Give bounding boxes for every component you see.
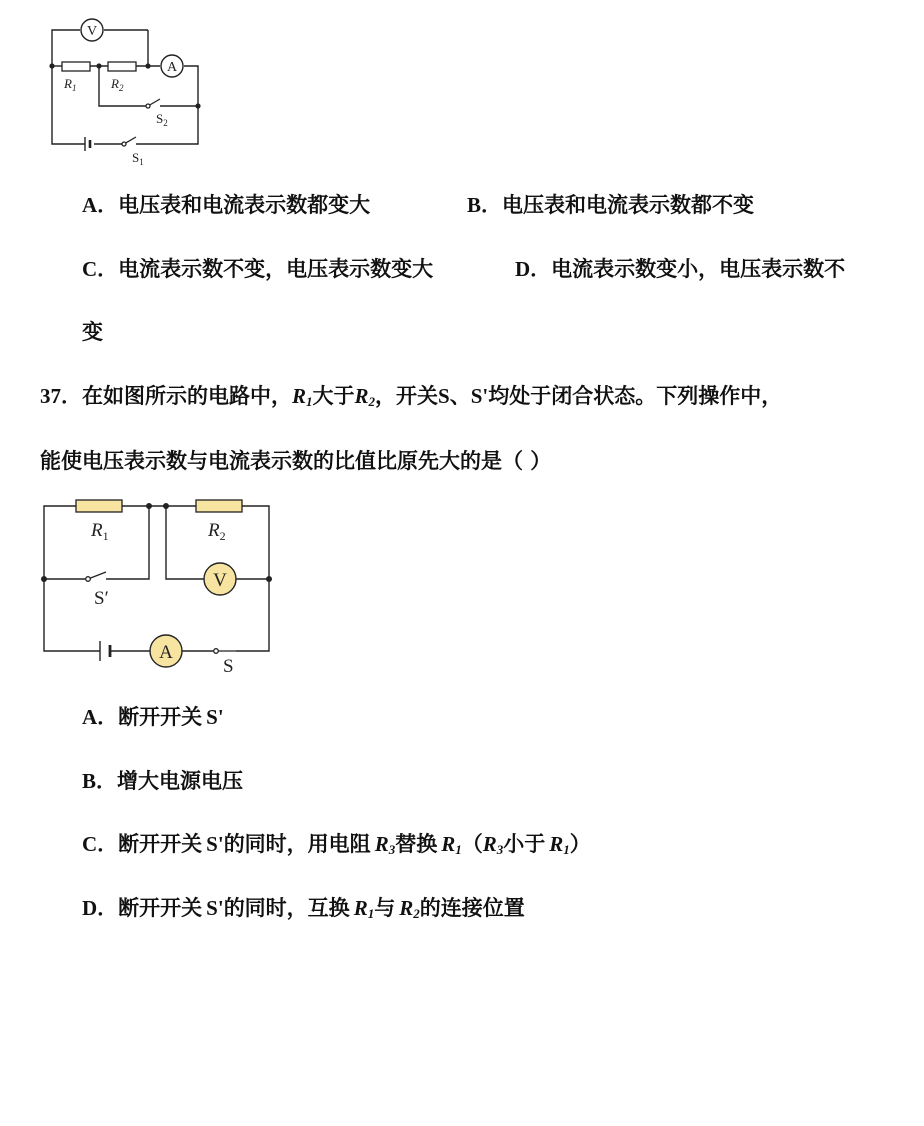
label-s2: $S_2$ [156,111,168,128]
q37-option-c-row[interactable]: C．断开开关 S'的同时，用电阻 $R_3$替换 $R_1(R_3$小于 $R_1$） [82,832,591,857]
question-37-stem-line1: 37．在如图所示的电路中，$R_1$大于$R_2$，开关S、S'均处于闭合状态。下列操作中， [40,384,783,409]
question-37-stem-line2: 能使电压表示数与电流表示数的比值比原先大的是（ ） [40,449,552,473]
ammeter-icon [161,55,183,77]
question-number: 37． [40,384,82,408]
svg-text:V: V [213,570,227,591]
switch-s2-icon [146,99,160,108]
label-r2: $R_2$ [208,520,226,543]
option-b-row[interactable] [467,190,754,220]
switch-s-icon [214,649,236,654]
option-d-letter: D． [515,257,552,281]
option-c-row[interactable] [82,254,433,284]
q37-option-d-row[interactable]: D．断开开关 S'的同时，互换 $R_1$与 $R_2$的连接位置 [82,896,525,921]
option-d-row[interactable] [515,254,845,284]
option-a-row[interactable] [82,190,370,220]
circuit-figure-1 [40,10,210,170]
option-b-letter: B． [467,193,503,217]
resistor-r2 [108,62,136,71]
option-b-text: 电压表和电流表示数都不变 [502,193,755,217]
option-a-letter: A． [82,193,119,217]
q37-option-a-row[interactable]: A．断开开关 S' [82,705,224,729]
switch-s-prime-icon [86,572,106,581]
svg-text:A: A [166,60,178,75]
voltmeter-icon [81,19,103,41]
label-r1: $R_1$ [64,76,77,93]
option-a-text: 电压表和电流表示数都变大 [118,193,371,217]
label-s1: $S_1$ [132,150,144,167]
option-d-text: 电流表示数变小，电压表示数不 [551,257,846,281]
option-d-continuation: 变 [82,320,103,344]
resistor-r1 [62,62,90,71]
label-s-prime: S′ [94,588,109,609]
q37-option-b-row[interactable]: B．增大电源电压 [82,769,244,793]
voltmeter-icon [204,563,236,595]
resistor-r1 [76,500,122,512]
switch-s1-icon [122,137,136,146]
svg-text:V: V [86,24,98,39]
svg-text:A: A [159,642,173,663]
option-c-text: 电流表示数不变，电压表示数变大 [118,257,434,281]
battery-icon [100,641,110,661]
label-r2: $R_2$ [111,76,124,93]
option-c-letter: C． [82,257,119,281]
label-r1: $R_1$ [91,520,109,543]
circuit-figure-2 [36,494,286,684]
battery-icon [85,137,90,151]
label-s: S [223,656,234,677]
resistor-r2 [196,500,242,512]
ammeter-icon [150,635,182,667]
